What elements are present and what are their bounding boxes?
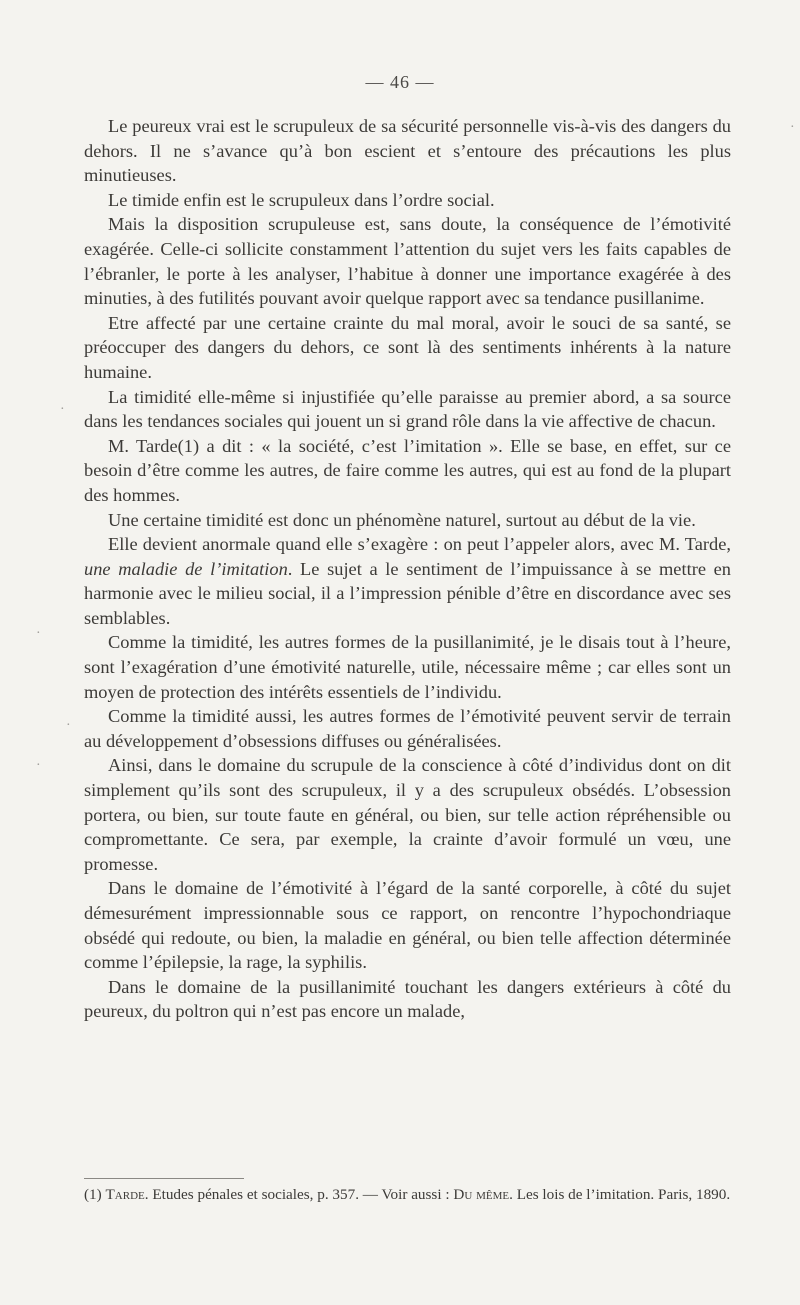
scan-speck: · xyxy=(60,402,65,417)
paragraph: Ainsi, dans le domaine du scrupule de la conscience à côté d’individus dont on dit simplement qu’ils sont des scrupuleux, il y a des scrupuleux obsédés. L’obsession portera, ou bien, sur toute faute en général, ou bien, sur telle action répréhensible ou compromettante. Ce sera, par exemple, la crainte d’avoir formulé un vœu, une promesse. xyxy=(84,755,731,874)
paragraph: Comme la timidité, les autres formes de la pusillanimité, je le disais tout à l’heure, sont l’exagération d’une émotivité naturelle, utile, nécessaire même ; car elles sont un moyen de protection des intérêts essentiels de l’individu. xyxy=(84,632,731,702)
main-text xyxy=(84,114,731,1024)
paragraph: Dans le domaine de l’émotivité à l’égard de la santé corporelle, à côté du sujet démesurément impressionnable sous ce rapport, on rencontre l’hypochondriaque obsédé qui redoute, ou bien, la maladie en général, ou bien telle affection déterminée comme l’épilepsie, la rage, la syphilis. xyxy=(84,878,731,973)
paragraph: Comme la timidité aussi, les autres formes de l’émotivité peuvent servir de terrain au développement d’obsessions diffuses ou généralisées. xyxy=(84,706,731,751)
scan-speck: · xyxy=(36,758,41,773)
scan-speck: · xyxy=(66,718,71,733)
paragraph: Le timide enfin est le scrupuleux dans l’ordre social. xyxy=(108,189,495,210)
paragraph: Dans le domaine de la pusillanimité touchant les dangers extérieurs à côté du peureux, du poltron qui n’est pas encore un malade, xyxy=(84,976,731,1022)
footnote-text: . Les lois de l’imitation. Paris, 1890. xyxy=(509,1186,731,1203)
paragraph: La timidité elle-même si injustifiée qu’elle paraisse au premier abord, a sa source dans les tendances sociales qui jouent un si grand rôle dans la vie affective de chacun. xyxy=(84,386,731,432)
footnote-text: . Etudes pénales et sociales, p. 357. — Voir aussi : xyxy=(144,1186,454,1203)
text-run: Elle devient anormale quand elle s’exagère : on peut l’appeler alors, avec M. Tarde, xyxy=(108,534,731,555)
paragraph: Une certaine timidité est donc un phénomène naturel, surtout au début de la vie. xyxy=(108,509,696,530)
scan-speck: · xyxy=(790,120,795,135)
footnote-author: Du même xyxy=(453,1186,510,1203)
italic-phrase: une maladie de l’imitation xyxy=(84,558,288,579)
paragraph: Etre affecté par une certaine crainte du mal moral, avoir le souci de sa santé, se préoccuper des dangers du dehors, ce sont là des sentiments inhérents à la nature humaine. xyxy=(84,312,731,382)
footnote xyxy=(84,1185,731,1205)
footnote-author: Tarde xyxy=(105,1186,145,1203)
paragraph: Mais la disposition scrupuleuse est, sans doute, la conséquence de l’émotivité exagérée. Celle-ci sollicite constamment l’attention du sujet vers les faits capables de l’ébranler, le porte à les analyser, l’habitue à donner une importance exagérée à des minuties, à des futilités pouvant avoir quelque rapport avec sa tendance pusillanime. xyxy=(84,214,731,309)
footnote-marker: (1) xyxy=(84,1186,106,1203)
paragraph: Le peureux vrai est le scrupuleux de sa sécurité personnelle vis-à-vis des dangers du dehors. Il ne s’avance qu’à bon escient et s’entoure des précautions les plus minutieuses. xyxy=(84,116,731,186)
footnote-rule xyxy=(84,1178,244,1179)
scan-speck: · xyxy=(36,626,41,641)
page-number: — 46 — xyxy=(365,72,435,92)
paragraph-imitation xyxy=(84,532,731,630)
paragraph: M. Tarde(1) a dit : « la société, c’est l’imitation ». Elle se base, en effet, sur ce besoin d’être comme les autres, de faire comme les autres, qui est au fond de la plupart des hommes. xyxy=(84,435,731,505)
text-run: . Le sujet a le sentiment de l’impuissance à se mettre en harmonie avec le milieu social, il a l’impression pénible d’être en discordance avec ses semblables. xyxy=(84,558,731,628)
